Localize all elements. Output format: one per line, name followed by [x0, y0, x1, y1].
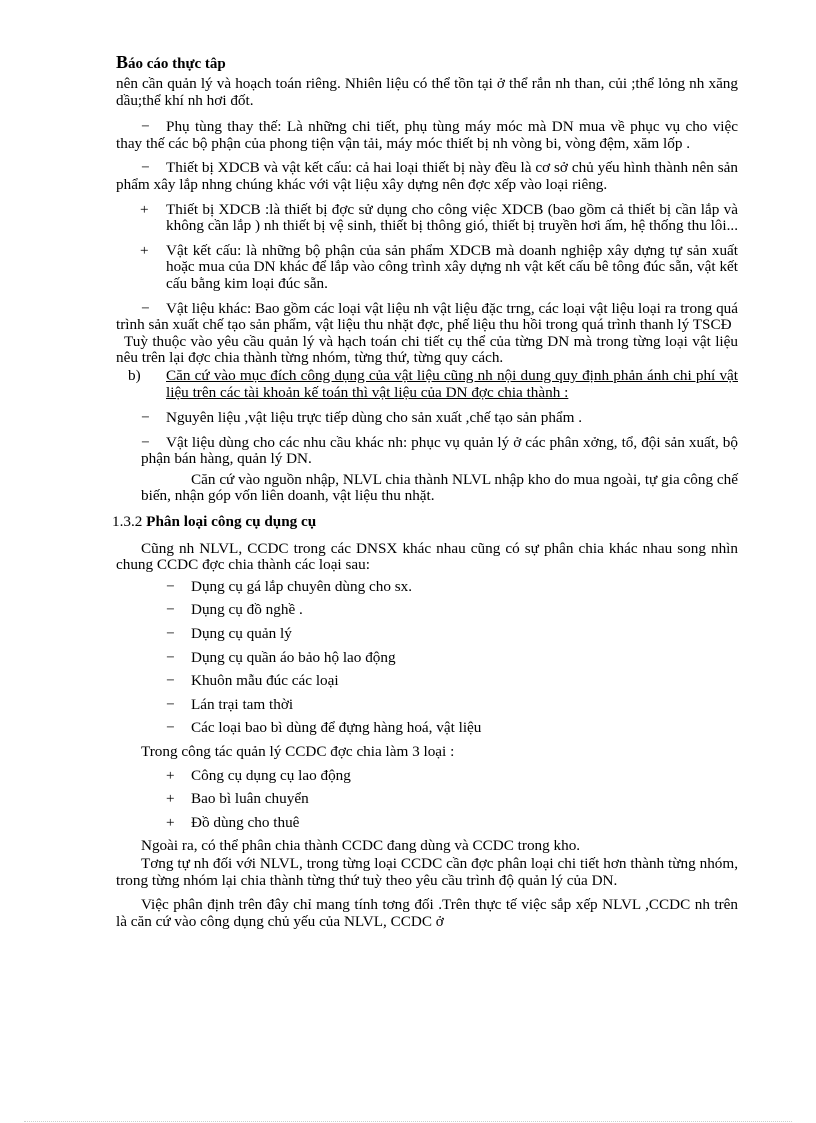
list-item-text: Dụng cụ quần áo bảo hộ lao động: [191, 648, 396, 666]
list-item-text: Các loại bao bì dùng để đựng hàng hoá, vật liệu: [191, 719, 482, 737]
list-item-text: Căn cứ vào mục đích công dụng của vật liệu cũng nh nội dung quy định phản ánh chi phí vật liệu trên các tài khoản kế toán thì vật liệu của DN đợc chia thành :: [166, 366, 738, 401]
header-title: áo cáo thực tâp: [128, 56, 226, 72]
list-item-text: Thiết bị XDCB :là thiết bị đợc sử dụng cho công việc XDCB (bao gồm cả thiết bị cần lắp và không cần lắp ) nh thiết bị vệ sinh, thiết bị thông gió, thiết bị truyền hơi ấm, hệ thống thu lôi...: [166, 200, 739, 235]
plus-bullet: +: [166, 766, 175, 784]
plus-bullet: +: [140, 241, 149, 259]
document-body: [112, 75, 739, 938]
list-item: [116, 720, 738, 737]
paragraph-management-types: Trong công tác quản lý CCDC đợc chia làm 3 loại :: [141, 743, 455, 760]
paragraph-relative: Việc phân định trên đây chỉ mang tính tơng đối .Trên thực tế việc sắp xếp NLVL ,CCDC nh trên là căn cứ vào công dụng chủ yếu của NLVL, CCDC ở: [116, 896, 738, 930]
ccdc-management-list: [116, 768, 738, 832]
list-item-text: Bao bì luân chuyển: [191, 790, 309, 808]
list-item-other-materials: [116, 301, 738, 334]
ccdc-types-list: [116, 579, 738, 737]
header-initial: B: [116, 52, 129, 72]
list-item: [116, 602, 738, 619]
paragraph-source: Căn cứ vào nguồn nhập, NLVL chia thành NLVL nhập kho do mua ngoài, tự gia công chế biến, nhận góp vốn liên doanh, vật liệu thu nhặt.: [141, 470, 738, 505]
list-item-xdcb: [116, 202, 738, 235]
dash-bullet: −: [141, 118, 150, 136]
paragraph-in-use: Ngoài ra, có thể phân chia thành CCDC đang dùng và CCDC trong kho.: [141, 837, 581, 855]
list-item-text: Vật liệu dùng cho các nhu cầu khác nh: phục vụ quản lý ở các phân xởng, tổ, đội sản xuất, bộ phận bán hàng, quản lý DN.: [141, 433, 738, 468]
list-item: [116, 815, 738, 832]
plus-bullet: +: [166, 790, 175, 808]
list-item-text: Vật liệu khác: Bao gồm các loại vật liệu nh vật liệu đặc trng, các loại vật liệu loại ra trong quá trình sản xuất chế tạo sản phẩm, vật liệu thu nhặt đợc, phế liệu thu hồi trong quá trình thanh lý TSCĐ: [116, 299, 738, 334]
list-item-text: Phụ tùng thay thế: Là những chi tiết, phụ tùng máy móc mà DN mua về phục vụ cho việc thay thế các bộ phận của phong tiện vận tải, máy móc thiết bị nh vòng bi, vòng đệm, xăm lốp .: [116, 118, 738, 152]
page-bottom-divider: [24, 1121, 792, 1122]
dash-bullet: −: [141, 159, 150, 177]
plus-bullet: +: [140, 200, 149, 218]
list-item-text: Vật kết cấu: là những bộ phận của sản phẩm XDCB mà doanh nghiệp xây dựng tự sản xuất hoặc mua của DN khác để lắp vào công trình xây dựng nh vật kết cấu bê tông đúc sẵn, vật kết cấu bằng kim loại đúc sẵn.: [166, 241, 738, 292]
dash-bullet: −: [166, 648, 175, 666]
list-item: [116, 673, 738, 690]
dash-bullet: −: [166, 577, 175, 595]
paragraph-similar: Tơng tự nh đối với NLVL, trong từng loại CCDC cần đợc phân loại chi tiết hơn thành từng nhóm, trong từng nhóm lại chia thành từng thứ tuỳ theo yêu cầu trình độ quản lý của DN.: [116, 854, 738, 889]
list-item-raw-materials: [116, 410, 738, 427]
list-item-text: Lán trại tam thời: [191, 695, 294, 713]
list-item: [116, 791, 738, 808]
list-label-b: b): [128, 366, 141, 384]
dash-bullet: −: [141, 409, 150, 427]
section-title: Phân loại công cụ dụng cụ: [146, 513, 317, 531]
paragraph-depending: Tuỳ thuộc vào yêu cầu quản lý và hạch toán chi tiết cụ thể của từng DN mà trong từng loại vật liệu nêu trên lại đợc chia thành từng nhóm, từng thứ, từng quy cách.: [116, 332, 738, 367]
list-item-text: Công cụ dụng cụ lao động: [191, 766, 351, 784]
dash-bullet: −: [166, 719, 175, 737]
list-item-text: Thiết bị XDCB và vật kết cấu: cả hai loại thiết bị này đều là cơ sở chủ yếu hình thành nên sản phẩm xây lắp nhng chúng khác với vật liệu xây dựng nên đợc xếp vào loại riêng.: [116, 159, 738, 193]
list-item: [116, 697, 738, 714]
list-item-text: Đồ dùng cho thuê: [191, 813, 300, 831]
list-item-text: Nguyên liệu ,vật liệu trực tiếp dùng cho sản xuất ,chế tạo sản phẩm .: [166, 409, 583, 427]
list-item: [116, 579, 738, 596]
paragraph-ccdc-intro: Cũng nh NLVL, CCDC trong các DNSX khác nhau cũng có sự phân chia khác nhau song nhìn chung CCDC đợc chia thành các loại sau:: [116, 539, 738, 574]
list-item-spare-parts: [116, 119, 738, 152]
list-item-structure: [116, 243, 738, 293]
dash-bullet: −: [166, 672, 175, 690]
dash-bullet: −: [141, 299, 150, 317]
list-item: [116, 768, 738, 785]
list-item-b: [116, 368, 738, 401]
list-item: [116, 626, 738, 643]
list-item-other-needs: [116, 435, 738, 468]
dash-bullet: −: [166, 625, 175, 643]
page-header: [116, 53, 226, 73]
list-item-text: Khuôn mẫu đúc các loại: [191, 672, 339, 690]
section-heading: [112, 514, 738, 531]
list-item-text: Dụng cụ gá lắp chuyên dùng cho sx.: [191, 577, 413, 595]
section-number: 1.3.2: [112, 513, 143, 531]
paragraph-fuel: nên cần quản lý và hoạch toán riêng. Nhiên liệu có thể tồn tại ở thể rắn nh than, củi ;thể lỏng nh xăng dầu;thể khí nh hơi đốt.: [116, 75, 738, 109]
plus-bullet: +: [166, 813, 175, 831]
dash-bullet: −: [166, 695, 175, 713]
list-item: [116, 650, 738, 667]
list-item-text: Dụng cụ quản lý: [191, 625, 292, 643]
dash-bullet: −: [166, 601, 175, 619]
dash-bullet: −: [141, 433, 150, 451]
list-item-equipment: [116, 160, 738, 193]
list-item-text: Dụng cụ đồ nghề .: [191, 601, 303, 619]
